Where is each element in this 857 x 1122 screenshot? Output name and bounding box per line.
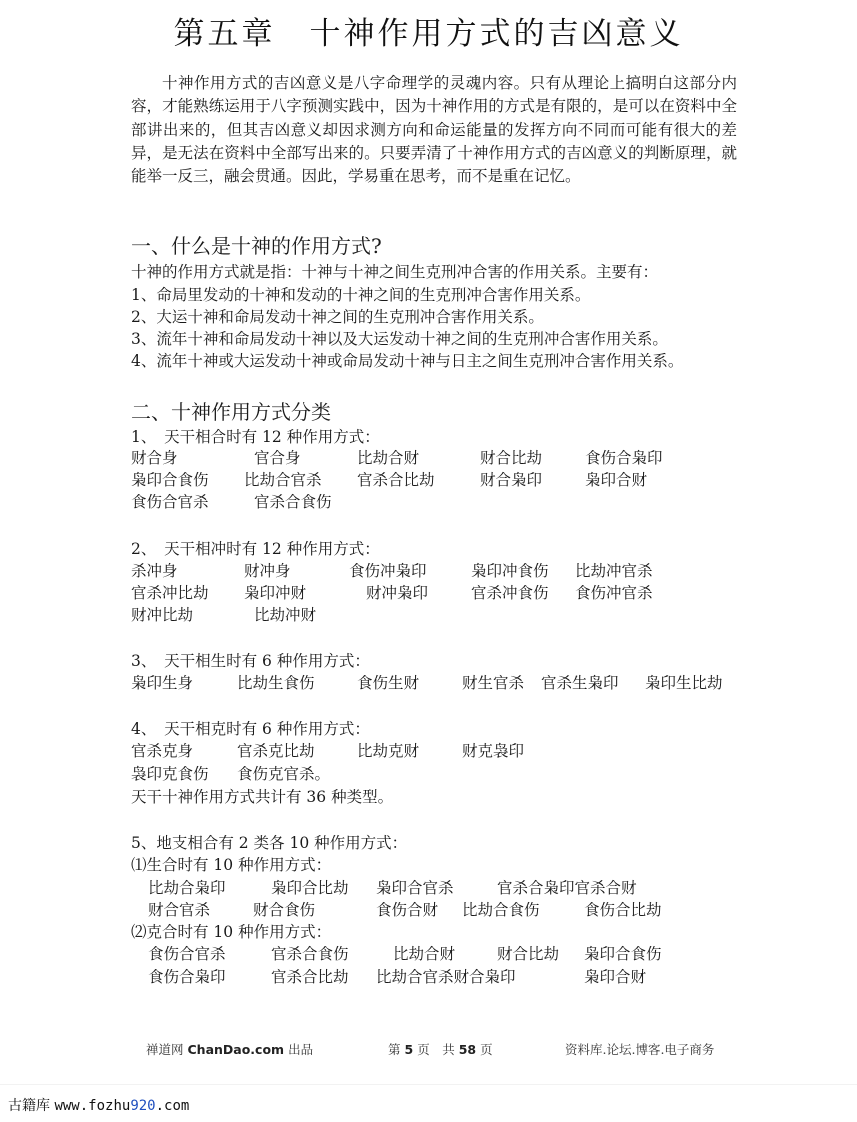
group-3-item: 食伤生财 — [357, 674, 420, 692]
group-2-item: 财冲枭印 — [366, 584, 429, 602]
group-2-item: 杀冲身 — [131, 562, 178, 580]
section-1-heading: 一、什么是十神的作用方式? — [131, 234, 382, 258]
section-1-line: 1、命局里发动的十神和发动的十神之间的生克刑冲合害作用关系。 — [131, 286, 591, 304]
group-5-sub2-item: 枭印合财 — [584, 968, 647, 986]
section-1-line: 十神的作用方式就是指：十神与十神之间生克刑冲合害的作用关系。主要有： — [131, 263, 659, 281]
group-2-item: 枭印冲财 — [244, 584, 307, 602]
group-2-item: 财冲身 — [244, 562, 291, 580]
page-suffix: 页 — [480, 1042, 493, 1057]
page-divider — [0, 1084, 857, 1085]
group-5-sub1-item: 食伤合比劫 — [584, 901, 662, 919]
group-1-item: 食伤合官杀 — [131, 493, 209, 511]
footer-publisher-prefix: 禅道网 — [146, 1042, 184, 1057]
group-1-item: 财合身 — [131, 449, 178, 467]
group-5-sub2-item: 官杀合比劫 — [271, 968, 349, 986]
group-2-item: 财冲比劫 — [131, 606, 194, 624]
group-5-sub1-item: 财合食伤 — [253, 901, 316, 919]
watermark-url[interactable] — [54, 1098, 189, 1114]
group-5-sub2-item: 财合比劫 — [497, 945, 560, 963]
group-1-item: 比劫合官杀 — [244, 471, 322, 489]
footer-sections: 资料库.论坛.博客.电子商务 — [565, 1042, 715, 1057]
watermark-url-num: 920 — [130, 1098, 156, 1114]
group-2-item: 枭印冲食伤 — [471, 562, 549, 580]
group-3-item: 比劫生食伤 — [237, 674, 315, 692]
group-1-item: 食伤合枭印 — [585, 449, 663, 467]
group-2-item: 比劫冲财 — [254, 606, 317, 624]
group-4-item: 官杀克身 — [131, 742, 194, 760]
group-3-item: 财生官杀 — [462, 674, 525, 692]
footer-page-number — [388, 1040, 493, 1058]
group-2-item: 食伤冲枭印 — [349, 562, 427, 580]
intro-paragraph — [131, 72, 737, 188]
section-1-line: 4、流年十神或大运发动十神或命局发动十神与日主之间生克刑冲合害作用关系。 — [131, 352, 684, 370]
page-current: 5 — [404, 1042, 414, 1057]
section-1-line: 2、大运十神和命局发动十神之间的生克刑冲合害作用关系。 — [131, 308, 544, 326]
group-5-sub2-item: 比劫合财 — [393, 945, 456, 963]
group-1-item: 官合身 — [254, 449, 301, 467]
group-4-total: 天干十神作用方式共计有 36 种类型。 — [131, 788, 394, 806]
group-4-item: 官杀克比劫 — [237, 742, 315, 760]
group-5-sub1-item: 官杀合枭印官杀合财 — [497, 879, 637, 897]
watermark-name: 古籍库 — [8, 1098, 50, 1114]
group-3-item: 枭印生比劫 — [645, 674, 723, 692]
chapter-title: 第五章 十神作用方式的吉凶意义 — [173, 16, 684, 52]
group-5-sub1-item: 比劫合枭印 — [148, 879, 226, 897]
group-1-item: 官杀合比劫 — [357, 471, 435, 489]
group-5-sub1-item: 财合官杀 — [148, 901, 211, 919]
group-4-item: 袅印克食伤 — [131, 765, 209, 783]
group-2-item: 官杀冲食伤 — [471, 584, 549, 602]
group-5-label: 5、地支相合有 2 类各 10 种作用方式： — [131, 834, 408, 852]
group-1-item: 枭印合财 — [585, 471, 648, 489]
group-1-item: 财合比劫 — [480, 449, 543, 467]
group-1-item: 枭印合食伤 — [131, 471, 209, 489]
group-5-sub2-item: 官杀合食伤 — [271, 945, 349, 963]
group-1-item: 比劫合财 — [357, 449, 420, 467]
page-mid: 页 共 — [417, 1042, 455, 1057]
section-2-heading: 二、十神作用方式分类 — [131, 400, 331, 424]
group-1-item: 官杀合食伤 — [254, 493, 332, 511]
group-5-sub1-item: 比劫合食伤 — [462, 901, 540, 919]
page-total: 58 — [458, 1042, 477, 1057]
watermark-url-b: .com — [155, 1098, 190, 1114]
intro-text: 十神作用方式的吉凶意义是八字命理学的灵魂内容。只有从理论上搞明白这部分内容，才能熟练运用于八字预测实践中，因为十神作用的方式是有限的，是可以在资料中全部讲出来的，但其吉凶意义却因求测方向和命运能量的发挥方向不同而可能有很大的差异，是无法在资料中全部写出来的。只要弄清了十神作用方式的吉凶意义的判断原理，就能举一反三，融会贯通。因此，学易重在思考，而不是重在记忆。 — [131, 74, 737, 186]
group-2-label: 2、 天干相冲时有 12 种作用方式： — [131, 540, 380, 558]
group-3-item: 枭印生身 — [131, 674, 194, 692]
footer-publisher — [146, 1040, 313, 1058]
group-2-item: 食伤冲官杀 — [575, 584, 653, 602]
group-3-item: 官杀生枭印 — [541, 674, 619, 692]
group-5-sub2-item: 食伤合官杀 — [148, 945, 226, 963]
group-4-item: 食伤克官杀。 — [237, 765, 331, 783]
watermark-url-a: www.fozhu — [54, 1098, 131, 1114]
group-5-sub2-item: 枭印合食伤 — [584, 945, 662, 963]
group-4-item: 财克袅印 — [462, 742, 525, 760]
group-4-item: 比劫克财 — [357, 742, 420, 760]
group-5-sub1-label: ⑴生合时有 10 种作用方式： — [131, 856, 332, 874]
group-3-label: 3、 天干相生时有 6 种作用方式： — [131, 652, 370, 670]
group-5-sub1-item: 食伤合财 — [376, 901, 439, 919]
group-5-sub1-item: 枭印合官杀 — [376, 879, 454, 897]
page-prefix: 第 — [388, 1042, 401, 1057]
group-2-item: 官杀冲比劫 — [131, 584, 209, 602]
group-5-sub2-item: 食伤合枭印 — [148, 968, 226, 986]
footer-publisher-suffix: 出品 — [288, 1042, 314, 1057]
group-5-sub1-item: 枭印合比劫 — [271, 879, 349, 897]
group-2-item: 比劫冲官杀 — [575, 562, 653, 580]
section-1-line: 3、流年十神和命局发动十神以及大运发动十神之间的生克刑冲合害作用关系。 — [131, 330, 668, 348]
group-5-sub2-item: 比劫合官杀财合枭印 — [376, 968, 516, 986]
source-watermark — [8, 1095, 189, 1115]
group-1-label: 1、 天干相合时有 12 种作用方式： — [131, 428, 380, 446]
footer-brand-link[interactable]: ChanDao.com — [187, 1042, 285, 1057]
group-5-sub2-label: ⑵克合时有 10 种作用方式： — [131, 923, 332, 941]
group-4-label: 4、 天干相克时有 6 种作用方式： — [131, 720, 370, 738]
group-1-item: 财合枭印 — [480, 471, 543, 489]
